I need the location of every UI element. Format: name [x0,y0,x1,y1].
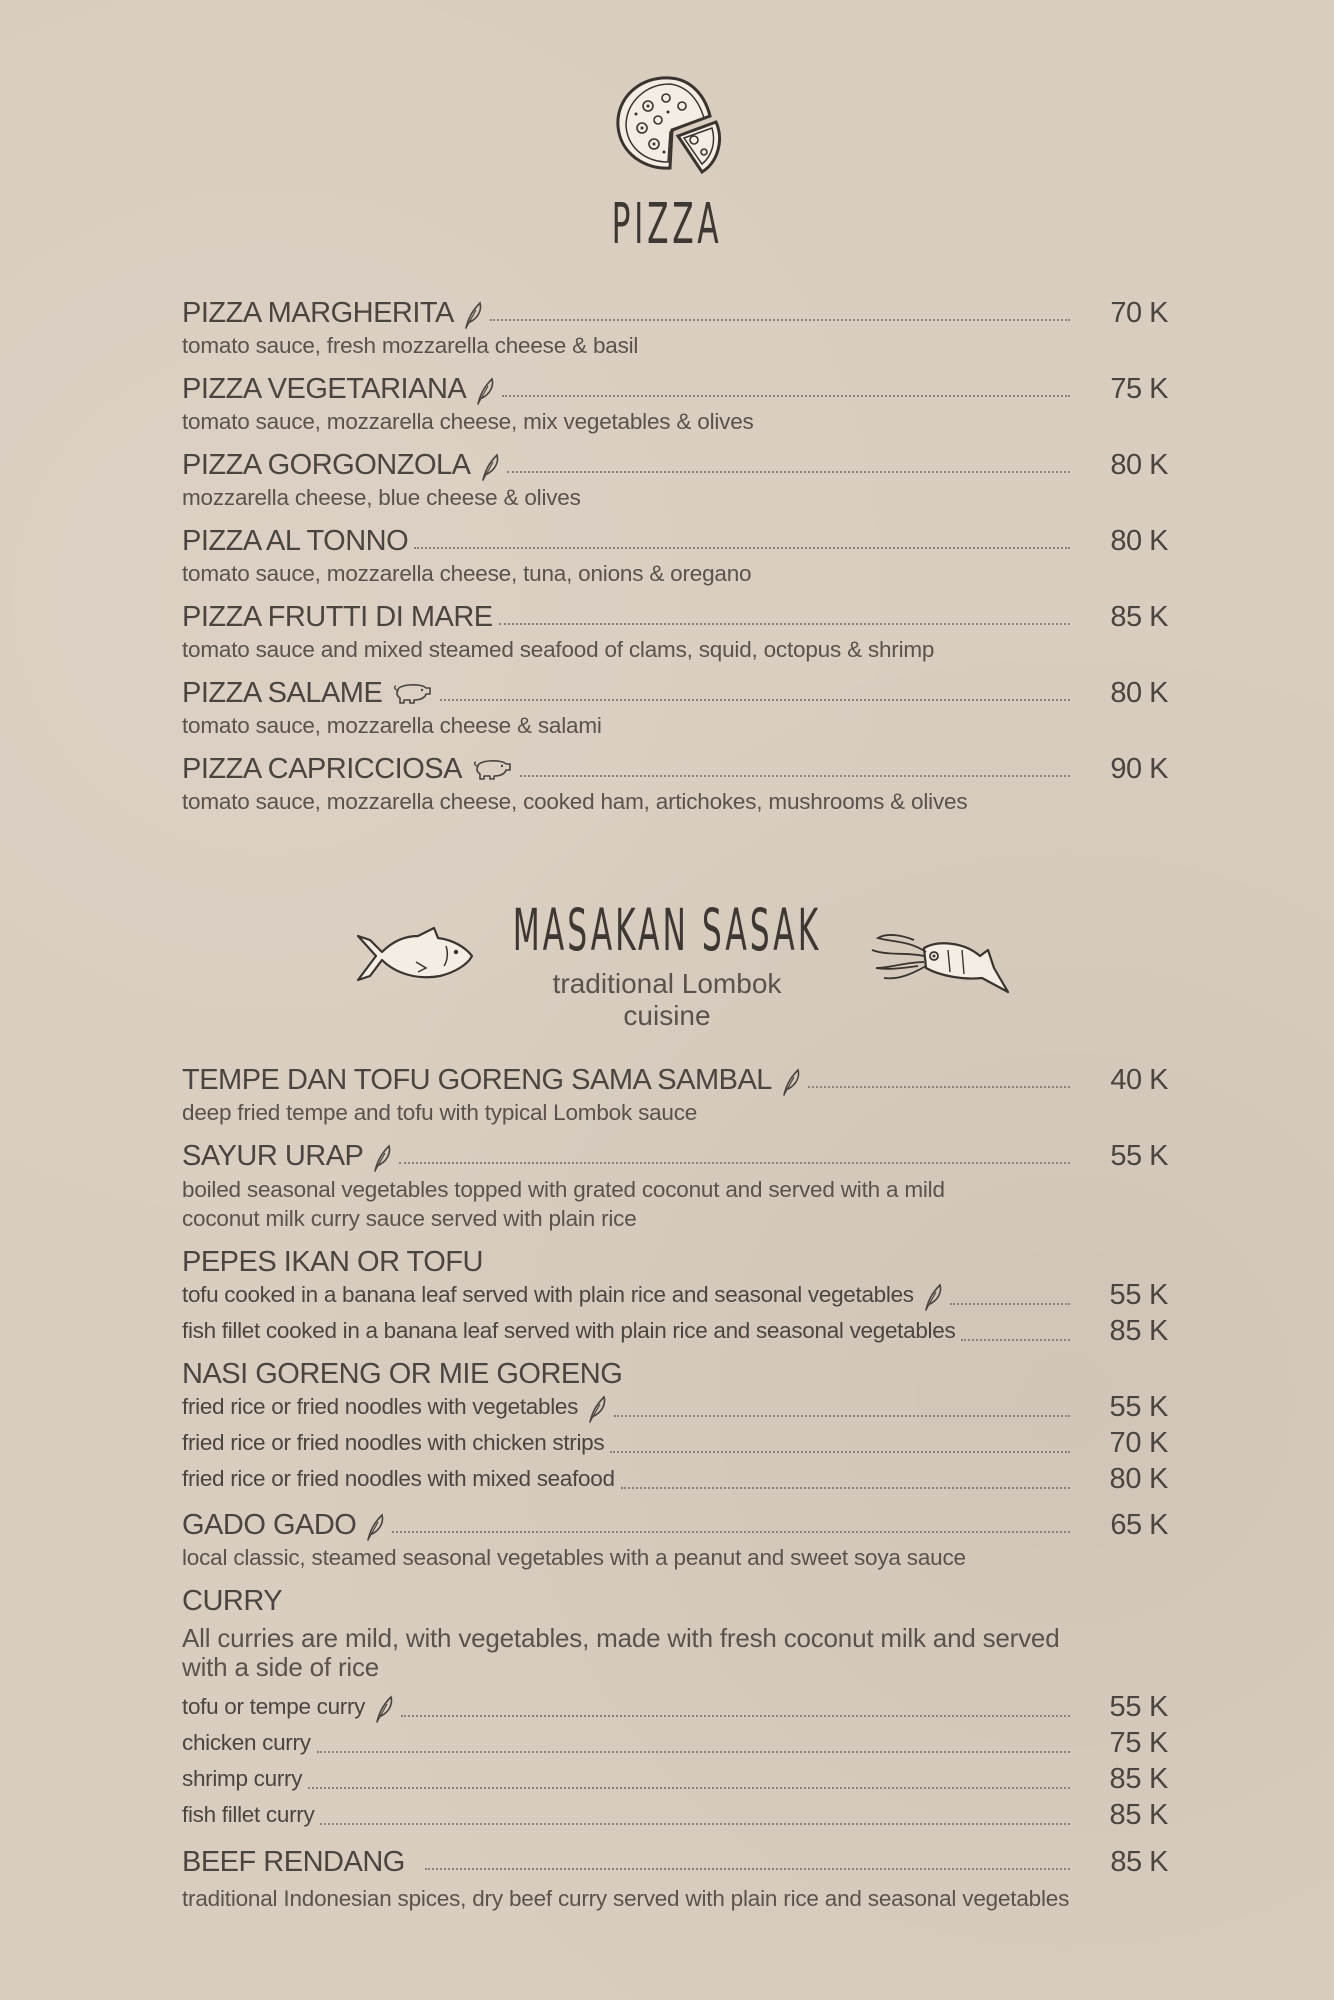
vegetarian-leaf-icon [462,300,484,330]
item-description: traditional Indonesian spices, dry beef curry served with plain rice and seasonal vegetables [182,1886,1070,1911]
item-description: tomato sauce, mozzarella cheese, cooked ham, artichokes, mushrooms & olives [182,789,968,814]
item-price: 85 K [1109,1799,1168,1831]
dot-leader [308,1787,1070,1789]
menu-item-gorgonzola [182,448,1168,482]
curry-description: with a side of rice [182,1652,380,1682]
item-price: 80 K [1109,1463,1168,1495]
menu-item-curry-heading: CURRY [182,1585,283,1617]
menu-item-al-tonno [182,524,1168,558]
item-name: PIZZA GORGONZOLA [182,449,471,481]
item-price: 85 K [1109,1315,1168,1347]
menu-option-nasi-seafood [182,1462,1168,1496]
option-name: fish fillet curry [182,1802,315,1827]
item-price: 55 K [1109,1391,1168,1423]
squid-icon [868,922,1014,1002]
vegetarian-leaf-icon [371,1143,393,1173]
vegetarian-leaf-icon [364,1512,386,1542]
option-name: fish fillet cooked in a banana leaf served with plain rice and seasonal vegetables [182,1318,956,1343]
dot-leader [520,775,1070,777]
dot-leader [399,1162,1070,1164]
item-description: tomato sauce, mozzarella cheese, tuna, onions & oregano [182,561,752,586]
option-name: shrimp curry [182,1766,303,1791]
item-name: BEEF RENDANG [182,1846,405,1878]
menu-item-salame [182,676,1168,710]
item-description: tomato sauce, fresh mozzarella cheese & basil [182,333,639,358]
item-price: 85 K [1110,1846,1168,1878]
dot-leader [499,623,1070,625]
dot-leader [440,699,1070,701]
menu-item-tempe-tofu [182,1063,1168,1097]
item-price: 55 K [1109,1691,1168,1723]
dot-leader [392,1531,1070,1533]
item-description: coconut milk curry sauce served with plain rice [182,1206,637,1231]
pizza-icon [606,70,734,180]
item-price: 70 K [1109,1427,1168,1459]
dot-leader [490,319,1070,321]
item-price: 70 K [1110,297,1168,329]
menu-item-gado-gado [182,1508,1168,1542]
dot-leader [502,395,1070,397]
option-name: fried rice or fried noodles with chicken strips [182,1430,605,1455]
item-price: 80 K [1110,677,1168,709]
item-description: local classic, steamed seasonal vegetables with a peanut and sweet soya sauce [182,1545,966,1570]
item-price: 85 K [1109,1763,1168,1795]
item-name: PIZZA CAPRICCIOSA [182,753,462,785]
item-price: 85 K [1110,601,1168,633]
menu-option-nasi-chicken [182,1426,1168,1460]
dot-leader [610,1451,1070,1453]
option-name: fried rice or fried noodles with mixed seafood [182,1466,615,1491]
item-name: PIZZA FRUTTI DI MARE [182,601,493,633]
dot-leader [950,1303,1070,1305]
item-name: PIZZA AL TONNO [182,525,409,557]
menu-item-capricciosa [182,752,1168,786]
dot-leader [425,1868,1070,1870]
menu-item-nasi-goreng-heading: NASI GORENG OR MIE GORENG [182,1358,623,1390]
item-name: PIZZA VEGETARIANA [182,373,467,405]
pork-pig-icon [472,756,514,780]
menu-option-nasi-vegetables [182,1390,1168,1424]
pork-pig-icon [392,680,434,704]
option-name: tofu or tempe curry [182,1694,366,1719]
menu-option-fish-curry [182,1798,1168,1832]
item-description: tomato sauce, mozzarella cheese, mix vegetables & olives [182,409,754,434]
item-name: PIZZA SALAME [182,677,383,709]
item-description: tomato sauce, mozzarella cheese & salami [182,713,602,738]
vegetarian-leaf-icon [922,1282,944,1312]
item-name: SAYUR URAP [182,1140,364,1172]
menu-item-margherita [182,296,1168,330]
option-name: tofu cooked in a banana leaf served with plain rice and seasonal vegetables [182,1282,914,1307]
dot-leader [414,547,1070,549]
dot-leader [808,1086,1070,1088]
menu-option-pepes-fish [182,1314,1168,1348]
item-price: 75 K [1110,373,1168,405]
subtitle-line-2: cuisine [623,1000,711,1031]
item-price: 80 K [1110,449,1168,481]
dot-leader [507,471,1071,473]
menu-item-vegetariana [182,372,1168,406]
item-description: deep fried tempe and tofu with typical Lombok sauce [182,1100,698,1125]
menu-option-shrimp-curry [182,1762,1168,1796]
dot-leader [614,1415,1070,1417]
item-name: PIZZA MARGHERITA [182,297,454,329]
vegetarian-leaf-icon [479,452,501,482]
sasak-section-title: MASAKAN SASAK [512,896,822,964]
item-price: 55 K [1110,1140,1168,1172]
vegetarian-leaf-icon [474,376,496,406]
menu-option-tofu-curry [182,1690,1168,1724]
dot-leader [317,1751,1070,1753]
curry-description: All curries are mild, with vegetables, made with fresh coconut milk and served [182,1623,1060,1653]
item-price: 40 K [1110,1064,1168,1096]
sasak-subtitle [517,968,817,1032]
item-price: 75 K [1109,1727,1168,1759]
item-name: TEMPE DAN TOFU GORENG SAMA SAMBAL [182,1064,772,1096]
menu-item-pepes-heading: PEPES IKAN OR TOFU [182,1246,483,1278]
vegetarian-leaf-icon [780,1067,802,1097]
dot-leader [621,1487,1070,1489]
dot-leader [401,1715,1070,1717]
vegetarian-leaf-icon [373,1694,395,1724]
item-price: 90 K [1110,753,1168,785]
item-price: 55 K [1109,1279,1168,1311]
menu-item-frutti-di-mare [182,600,1168,634]
item-description: tomato sauce and mixed steamed seafood of clams, squid, octopus & shrimp [182,637,935,662]
item-price: 80 K [1110,525,1168,557]
item-price: 65 K [1110,1509,1168,1541]
vegetarian-leaf-icon [586,1394,608,1424]
menu-item-sayur-urap [182,1139,1168,1173]
option-name: chicken curry [182,1730,311,1755]
item-description: boiled seasonal vegetables topped with grated coconut and served with a mild [182,1177,945,1202]
menu-item-beef-rendang [182,1845,1168,1879]
menu-option-chicken-curry [182,1726,1168,1760]
item-name: GADO GADO [182,1509,357,1541]
subtitle-line-1: traditional Lombok [552,968,782,999]
dot-leader [320,1823,1070,1825]
dot-leader [961,1339,1070,1341]
option-name: fried rice or fried noodles with vegetables [182,1394,579,1419]
menu-option-pepes-tofu [182,1278,1168,1312]
pizza-section-title: PIZZA [611,192,723,257]
item-description: mozzarella cheese, blue cheese & olives [182,485,581,510]
